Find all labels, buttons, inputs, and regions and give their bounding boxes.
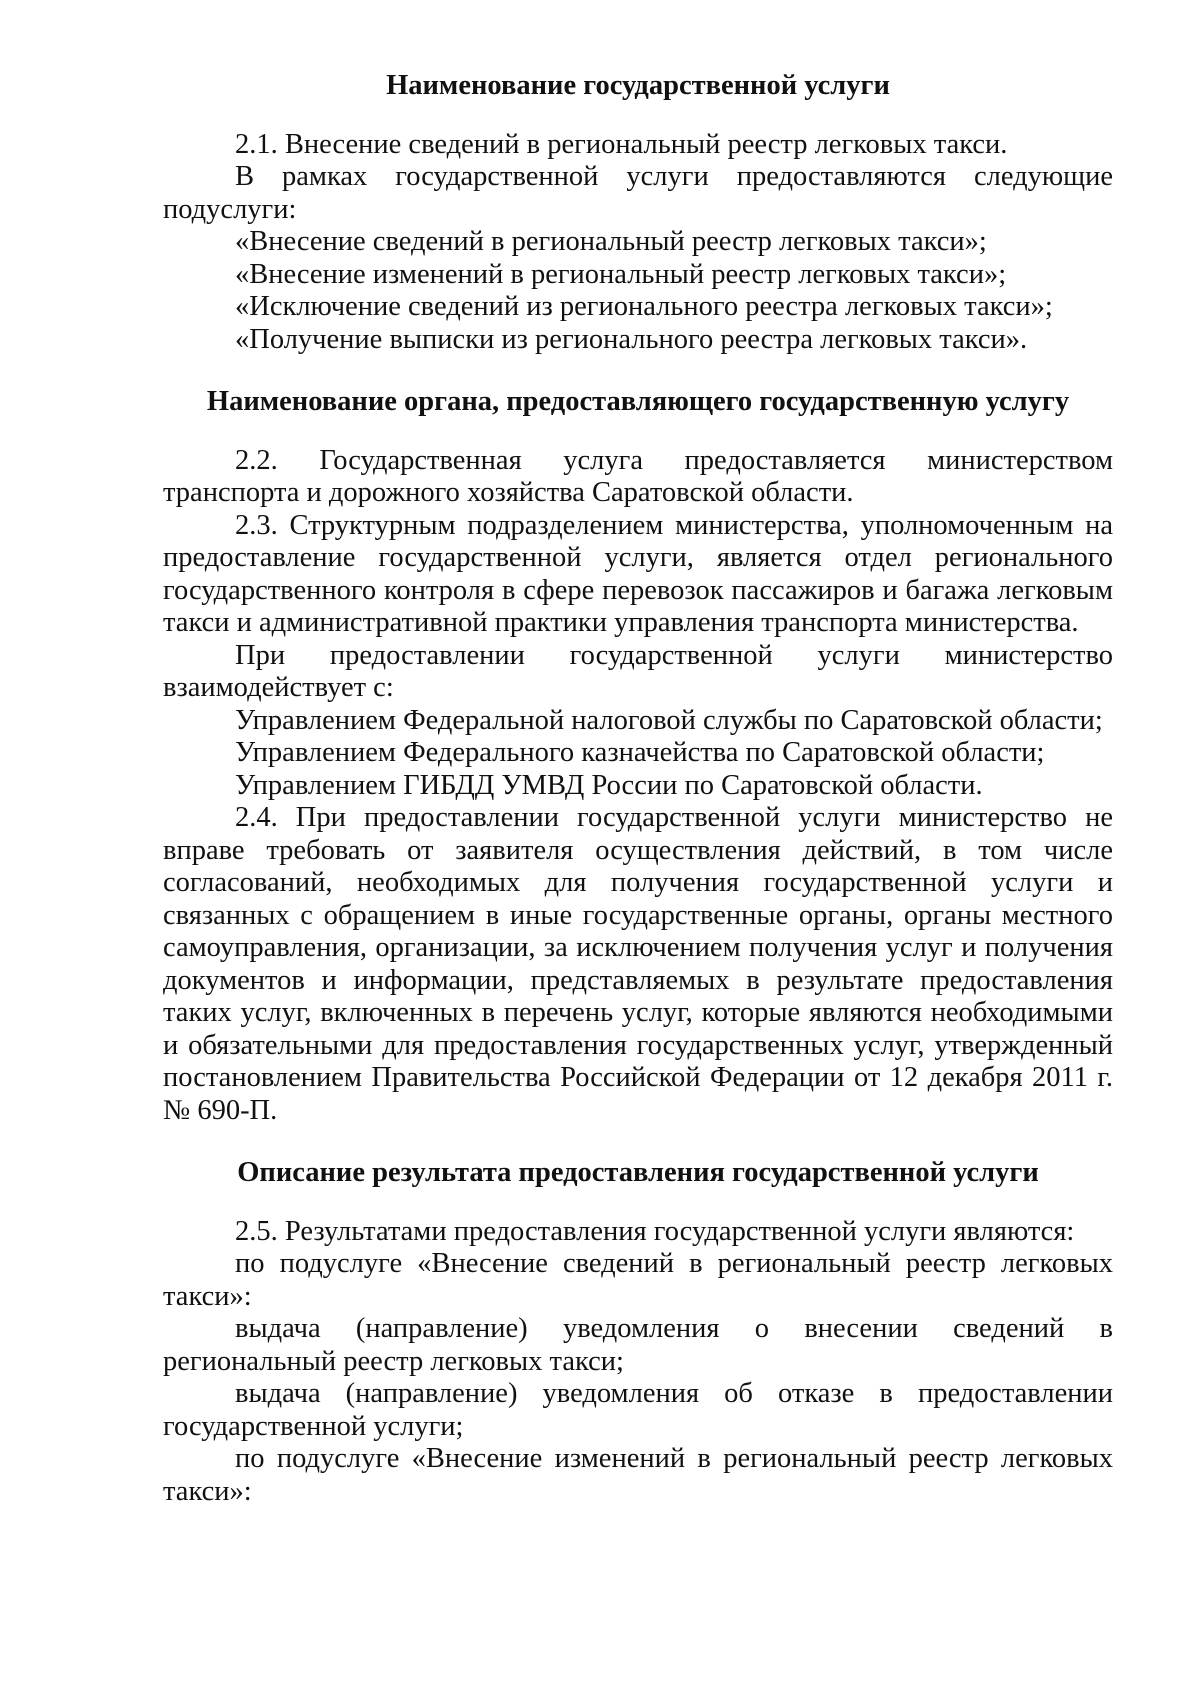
paragraph-2-1: 2.1. Внесение сведений в региональный реестр легковых такси. bbox=[235, 128, 1008, 160]
subservice-item-2: «Внесение изменений в региональный реестр легковых такси»; bbox=[235, 258, 1007, 290]
paragraph-interaction-intro: При предоставлении государственной услуги министерство взаимодействует с: bbox=[163, 639, 1113, 703]
section-heading-result: Описание результата предоставления государственной услуги bbox=[237, 1157, 1039, 1188]
interaction-item-2: Управлением Федерального казначейства по Саратовской области; bbox=[235, 737, 1045, 768]
subservice-item-1: «Внесение сведений в региональный реестр легковых такси»; bbox=[235, 226, 987, 257]
paragraph-result-subservice-1: по подуслуге «Внесение сведений в региональный реестр легковых такси»: bbox=[163, 1248, 1113, 1312]
paragraph-2-4: 2.4. При предоставлении государственной услуги министерство не вправе требовать от заявителя осуществления действий, в том числе согласований, необходимых для получения государственной услуги и связанных с обращением в иные государственные органы, органы местного самоуправления, организации, за исключением получения услуг и получения документов и информации, представляемых в результате предоставления таких услуг, включенных в перечень услуг, которые являются необходимыми и обязательными для предоставления государственных услуг, утвержденный постановлением Правительства Российской Федерации от 12 декабря 2011 г. № 690-П. bbox=[163, 802, 1113, 1126]
section-heading-authority: Наименование органа, предоставляющего государственную услугу bbox=[206, 386, 1070, 417]
interaction-item-1: Управлением Федеральной налоговой службы по Саратовской области; bbox=[235, 704, 1103, 736]
document-page bbox=[163, 70, 1113, 1508]
interaction-item-3: Управлением ГИБДД УМВД России по Саратовской области. bbox=[235, 769, 983, 801]
subservice-item-4: «Получение выписки из регионального реестра легковых такси». bbox=[235, 323, 1028, 355]
paragraph-result-notice-1: выдача (направление) уведомления о внесении сведений в региональный реестр легковых такси; bbox=[163, 1313, 1113, 1377]
subservice-item-3: «Исключение сведений из регионального реестра легковых такси»; bbox=[235, 291, 1053, 322]
paragraph-result-notice-2: выдача (направление) уведомления об отказе в предоставлении государственной услуги; bbox=[163, 1378, 1113, 1442]
paragraph-subservices-intro: В рамках государственной услуги предоставляются следующие подуслуги: bbox=[163, 161, 1113, 225]
paragraph-2-5: 2.5. Результатами предоставления государственной услуги являются: bbox=[235, 1215, 1075, 1247]
paragraph-result-subservice-2: по подуслуге «Внесение изменений в региональный реестр легковых такси»: bbox=[163, 1443, 1113, 1507]
paragraph-2-3: 2.3. Структурным подразделением министерства, уполномоченным на предоставление государственной услуги, является отдел регионального государственного контроля в сфере перевозок пассажиров и багажа легковым такси и административной практики управления транспорта министерства. bbox=[163, 509, 1113, 638]
paragraph-2-2: 2.2. Государственная услуга предоставляется министерством транспорта и дорожного хозяйства Саратовской области. bbox=[163, 444, 1113, 508]
section-heading-service-name: Наименование государственной услуги bbox=[386, 70, 890, 101]
